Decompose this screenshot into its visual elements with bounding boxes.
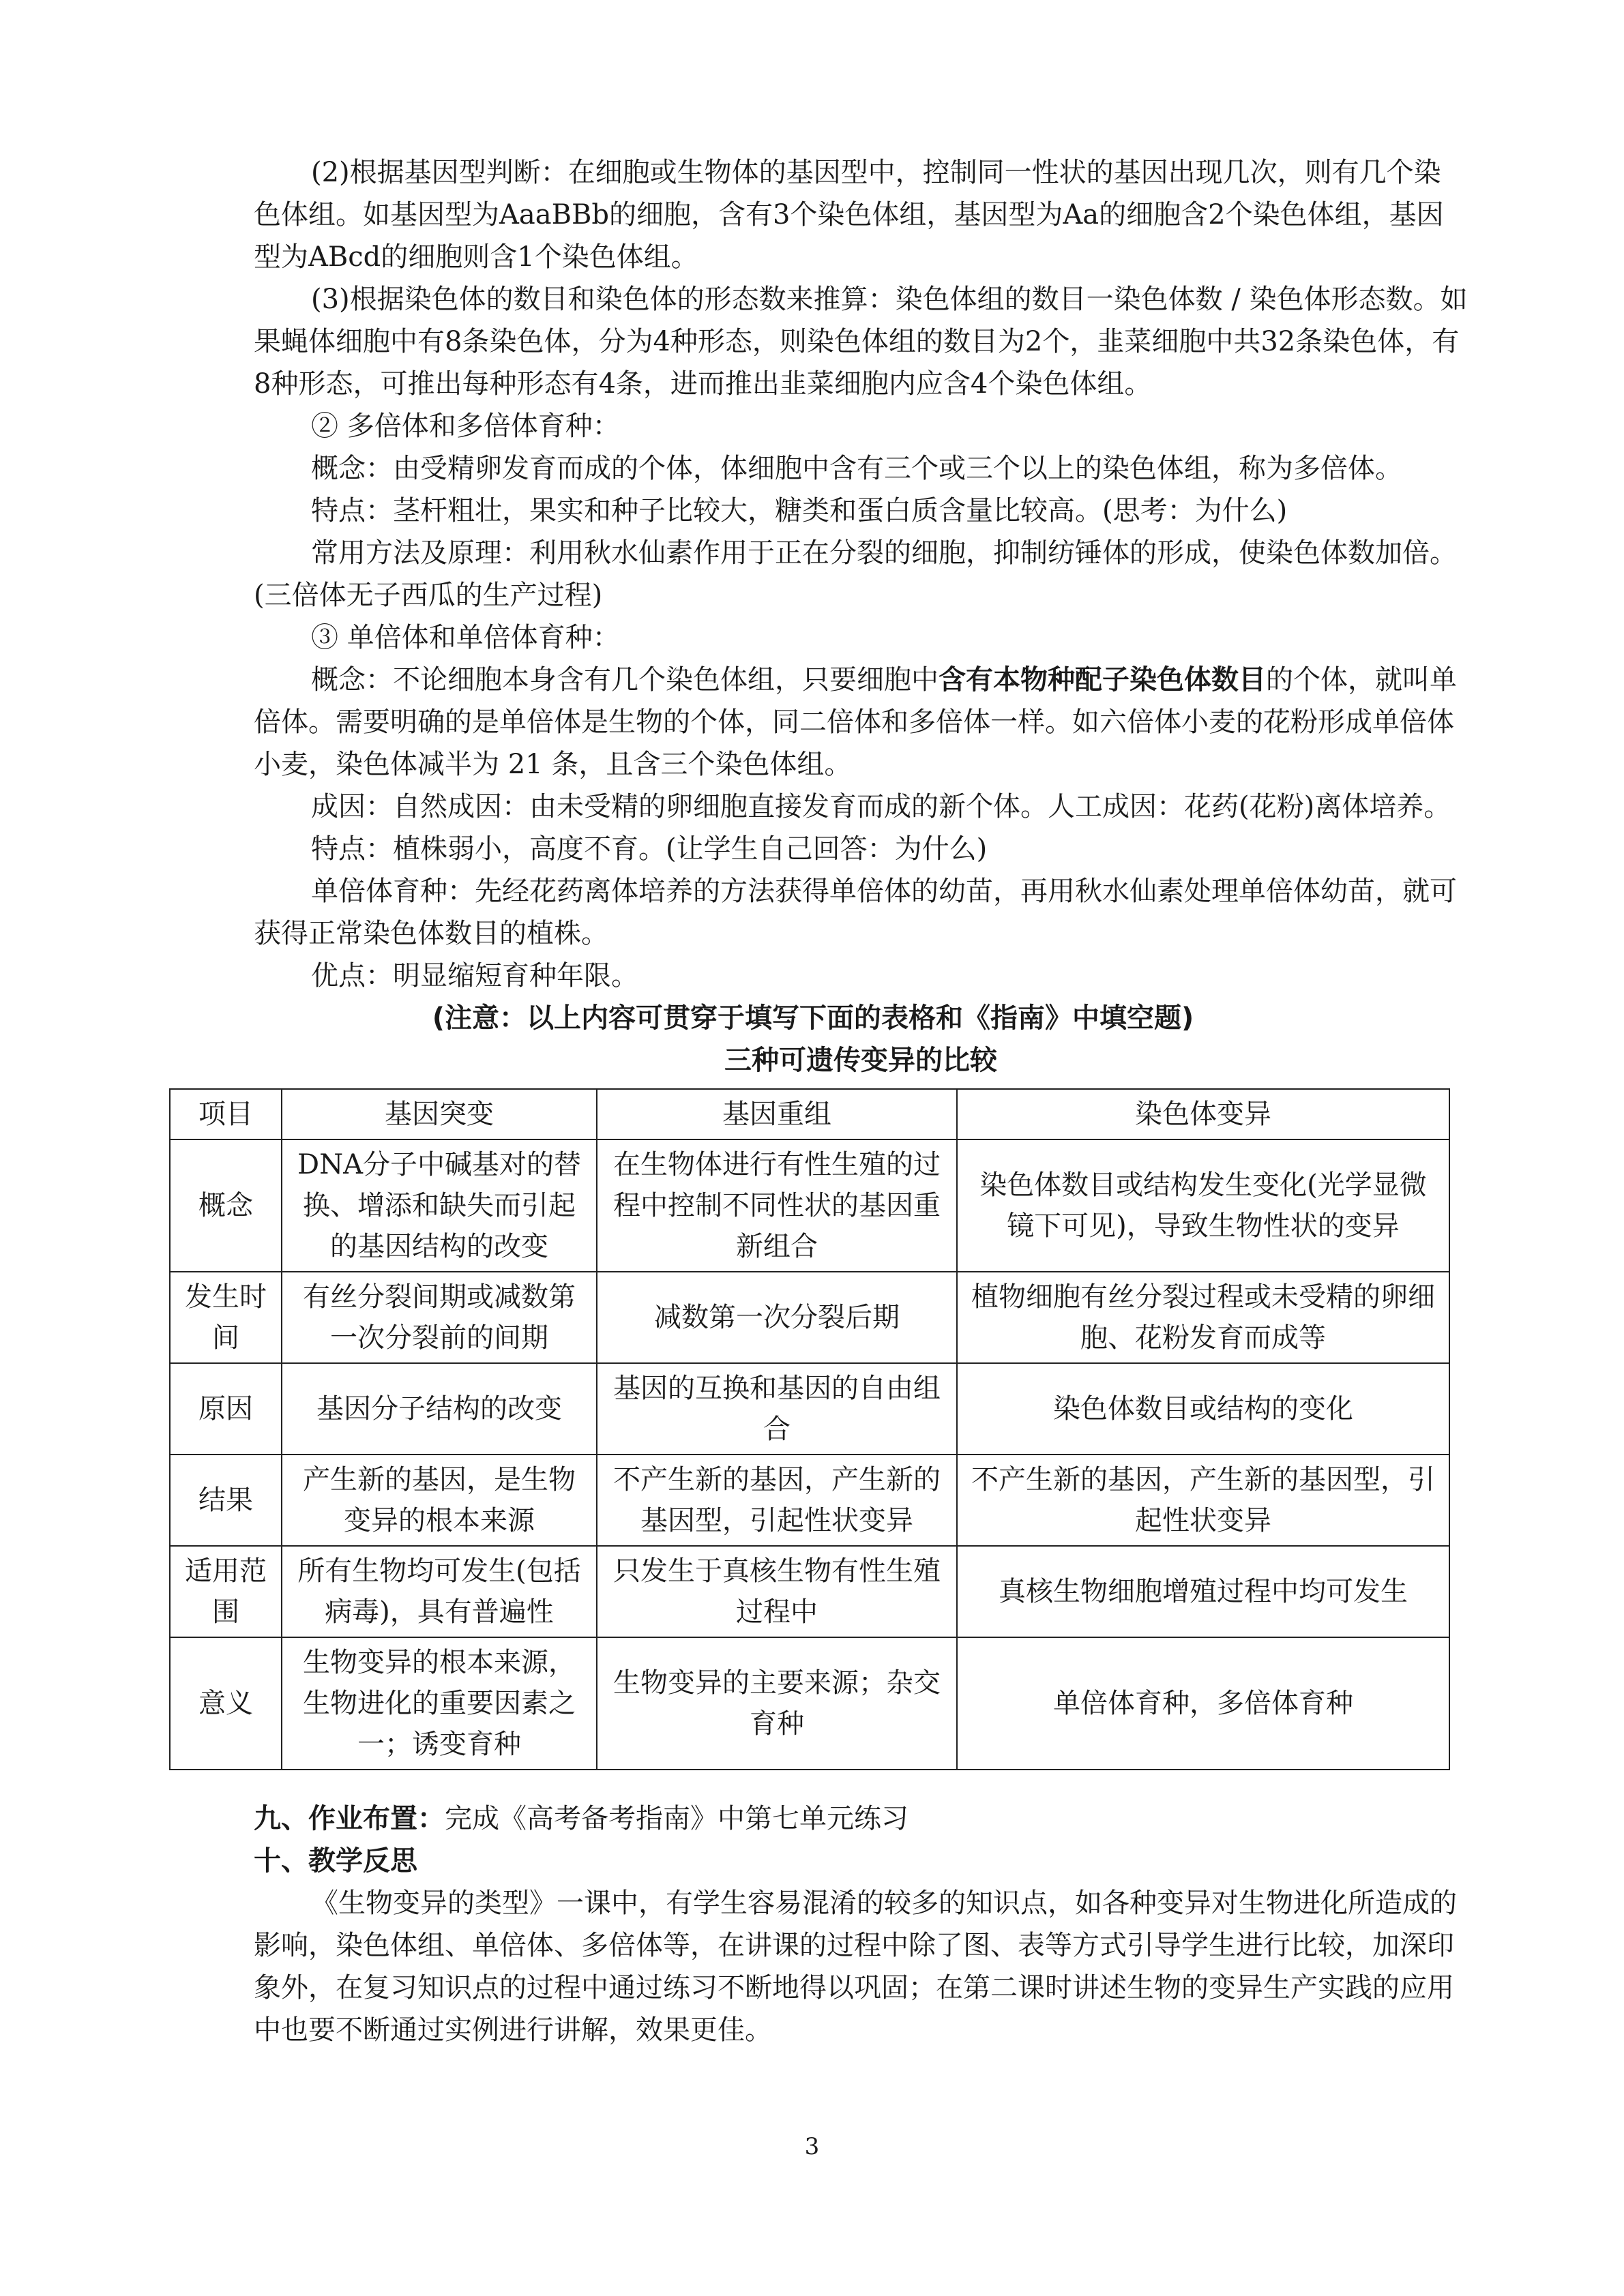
page-number: 3: [804, 2133, 820, 2160]
table-row: [170, 1546, 1449, 1637]
table-cell: 植物细胞有丝分裂过程或未受精的卵细胞、花粉发育而成等: [957, 1272, 1449, 1363]
table-row: [170, 1272, 1449, 1363]
table-cell: 染色体数目或结构的变化: [957, 1363, 1449, 1455]
table-header-row: [170, 1089, 1449, 1139]
table-cell: 有丝分裂间期或减数第一次分裂前的间期: [282, 1272, 597, 1363]
homework-section: [254, 1798, 1468, 1840]
table-cell: DNA分子中碱基对的替换、增添和缺失而引起的基因结构的改变: [282, 1139, 597, 1272]
table-cell: 所有生物均可发生(包括病毒)，具有普遍性: [282, 1546, 597, 1637]
table-row: [170, 1637, 1449, 1770]
table-cell: 单倍体育种，多倍体育种: [957, 1637, 1449, 1770]
paragraph-genotype: (2)根据基因型判断：在细胞或生物体的基因型中，控制同一性状的基因出现几次，则有几个染色体组。如基因型为AaaBBb的细胞，含有3个染色体组，基因型为Aa的细胞含2个染色体组，基因型为ABcd的细胞则含1个染色体组。: [254, 157, 1444, 273]
reflection-text: 《生物变异的类型》一课中，有学生容易混淆的较多的知识点，如各种变异对生物进化所造成的影响，染色体组、单倍体、多倍体等，在讲课的过程中除了图、表等方式引导学生进行比较，加深印象外，在复习知识点的过程中通过练习不断地得以巩固；在第二课时讲述生物的变异生产实践的应用中也要不断通过实例进行讲解，效果更佳。: [254, 1888, 1457, 2046]
paragraph-chromosome-count: (3)根据染色体的数目和染色体的形态数来推算：染色体组的数目一染色体数 / 染色体形态数。如果蝇体细胞中有8条染色体，分为4种形态，则染色体组的数目为2个，韭菜细胞中共32条染色体，有8种形态，可推出每种形态有4条，进而推出韭菜细胞内应含4个染色体组。: [254, 284, 1468, 400]
header-cell: 项目: [170, 1089, 282, 1139]
comparison-table: [169, 1088, 1450, 1770]
table-cell: 生物变异的根本来源，生物进化的重要因素之一；诱变育种: [282, 1637, 597, 1770]
table-cell: 生物变异的主要来源；杂交育种: [597, 1637, 957, 1770]
paragraph-haploid-features: 特点：植株弱小，高度不育。(让学生自己回答：为什么): [311, 833, 988, 865]
row-label: 结果: [170, 1455, 282, 1546]
header-cell: 染色体变异: [957, 1089, 1449, 1139]
spacer: [254, 1770, 1468, 1798]
table-cell: 产生新的基因，是生物变异的根本来源: [282, 1455, 597, 1546]
table-caption: 三种可遗传变异的比较: [724, 1045, 997, 1076]
paragraph-haploid-concept: [254, 659, 1468, 786]
table-cell: 基因分子结构的改变: [282, 1363, 597, 1455]
header-cell: 基因重组: [597, 1089, 957, 1139]
header-cell: 基因突变: [282, 1089, 597, 1139]
paragraph-haploid-cause: 成因：自然成因：由未受精的卵细胞直接发育而成的新个体。人工成因：花药(花粉)离体培养。: [311, 791, 1451, 822]
paragraph-polyploid-features: 特点：茎杆粗壮，果实和种子比较大，糖类和蛋白质含量比较高。(思考：为什么): [311, 495, 1288, 526]
reflection-heading: 十、教学反思: [254, 1845, 417, 1877]
table-cell: 只发生于真核生物有性生殖过程中: [597, 1546, 957, 1637]
document-body: [185, 151, 1468, 2051]
homework-label: 九、作业布置：: [254, 1803, 445, 1834]
row-label: 适用范围: [170, 1546, 282, 1637]
table-row: [170, 1455, 1449, 1546]
table-cell: 减数第一次分裂后期: [597, 1272, 957, 1363]
table-row: [170, 1363, 1449, 1455]
row-label: 意义: [170, 1637, 282, 1770]
haploid-concept-post: 的个体，就叫单倍体。需要明确的是单倍体是生物的个体，同二倍体和多倍体一样。如六倍体小麦的花粉形成单倍体小麦，染色体减半为 21 条，且含三个染色体组。: [254, 664, 1457, 780]
row-label: 原因: [170, 1363, 282, 1455]
paragraph-polyploid-concept: 概念：由受精卵发育而成的个体，体细胞中含有三个或三个以上的染色体组，称为多倍体。: [311, 453, 1402, 484]
table-cell: 染色体数目或结构发生变化(光学显微镜下可见)，导致生物性状的变异: [957, 1139, 1449, 1272]
homework-text: 完成《高考备考指南》中第七单元练习: [445, 1803, 909, 1834]
haploid-concept-pre: 概念：不论细胞本身含有几个染色体组，只要细胞中: [311, 664, 939, 696]
paragraph-polyploid-title: ② 多倍体和多倍体育种：: [311, 411, 620, 442]
haploid-concept-bold: 含有本物种配子染色体数目: [939, 664, 1266, 696]
table-cell: 基因的互换和基因的自由组合: [597, 1363, 957, 1455]
paragraph-haploid-breeding: 单倍体育种：先经花药离体培养的方法获得单倍体的幼苗，再用秋水仙素处理单倍体幼苗，就可获得正常染色体数目的植株。: [254, 876, 1457, 949]
paragraph-haploid-advantage: 优点：明显缩短育种年限。: [311, 960, 638, 992]
table-cell: 不产生新的基因，产生新的基因型，引起性状变异: [957, 1455, 1449, 1546]
table-cell: 真核生物细胞增殖过程中均可发生: [957, 1546, 1449, 1637]
row-label: 概念: [170, 1139, 282, 1272]
row-label: 发生时间: [170, 1272, 282, 1363]
paragraph-polyploid-method: 常用方法及原理：利用秋水仙素作用于正在分裂的细胞，抑制纺锤体的形成，使染色体数加倍。(三倍体无子西瓜的生产过程): [254, 537, 1457, 611]
table-cell: 不产生新的基因，产生新的基因型，引起性状变异: [597, 1455, 957, 1546]
table-cell: 在生物体进行有性生殖的过程中控制不同性状的基因重新组合: [597, 1139, 957, 1272]
paragraph-haploid-title: ③ 单倍体和单倍体育种：: [311, 622, 620, 653]
note-line: (注意：以上内容可贯穿于填写下面的表格和《指南》中填空题): [432, 1002, 1194, 1034]
table-row: [170, 1139, 1449, 1272]
